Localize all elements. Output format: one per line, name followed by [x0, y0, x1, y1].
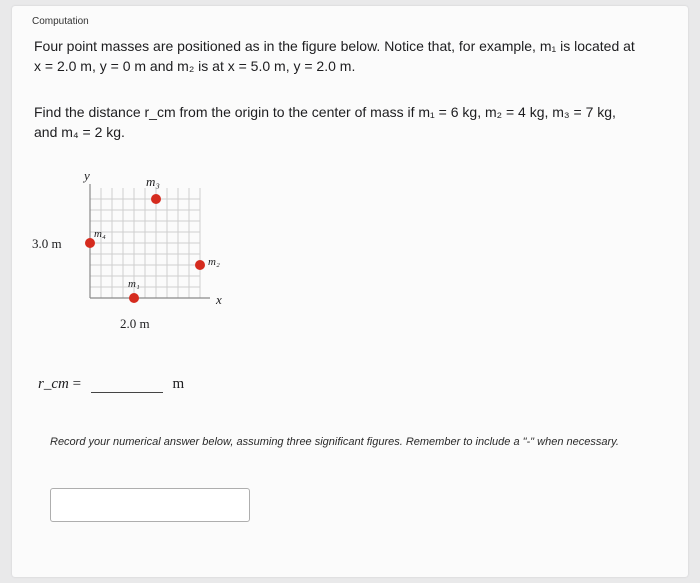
x-tick-label: 2.0 m [120, 316, 150, 331]
m4-label: m₄ [94, 228, 106, 240]
x-axis-label: x [216, 292, 222, 307]
mass-position-figure [32, 166, 252, 346]
problem-statement [34, 36, 674, 76]
section-heading: Computation [32, 16, 89, 27]
question-card [12, 6, 688, 577]
answer-input[interactable] [50, 488, 250, 522]
m2-label: m₂ [208, 256, 220, 268]
answer-unit: m [172, 376, 185, 392]
answer-row [38, 376, 184, 393]
question-line-1: Find the distance r_cm from the origin to the center of mass if m₁ = 6 kg, m₂ = 4 kg, m₃ = 7 kg, [34, 104, 616, 120]
mass-m1 [129, 293, 139, 303]
m1-label: m₁ [128, 278, 140, 290]
answer-blank [91, 378, 163, 393]
instruction-text: Record your numerical answer below, assuming three significant figures. Remember to include a "-" when necessary. [50, 436, 619, 448]
question-line-2: and m₄ = 2 kg. [34, 124, 125, 140]
question-text [34, 102, 674, 142]
rcm-symbol: r_cm [38, 376, 69, 392]
problem-line-2: x = 2.0 m, y = 0 m and m₂ is at x = 5.0 m, y = 2.0 m. [34, 58, 356, 74]
m3-label: m₃ [146, 174, 160, 189]
problem-line-1: Four point masses are positioned as in the figure below. Notice that, for example, m₁ is located at [34, 38, 635, 54]
y-axis-label: y [84, 168, 90, 183]
mass-m3 [151, 194, 161, 204]
mass-m2 [195, 260, 205, 270]
y-tick-label: 3.0 m [32, 236, 62, 251]
equals-sign: = [72, 376, 82, 392]
